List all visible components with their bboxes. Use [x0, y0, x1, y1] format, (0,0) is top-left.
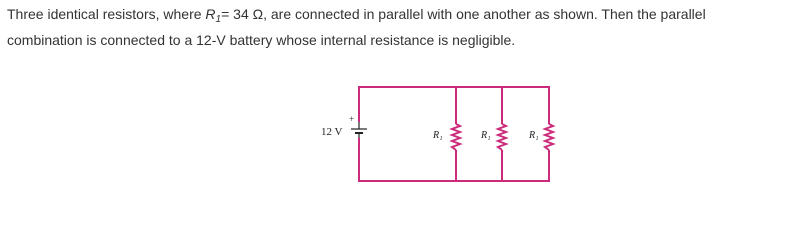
bottom-wire: [359, 138, 549, 181]
battery-voltage-label: 12 V: [321, 126, 343, 138]
resistor-symbol: R: [205, 6, 216, 22]
resistor-zigzag-3: [545, 124, 553, 150]
top-wire: [359, 87, 549, 124]
resistor-label-2: R₁: [481, 130, 491, 141]
problem-text-part1: Three identical resistors, where: [7, 6, 206, 22]
problem-text-part2: = 34 Ω, are connected in parallel with one another as shown. Then the parallel: [221, 6, 706, 22]
resistor-label-1: R₁: [433, 130, 443, 141]
circuit-wires: [359, 87, 553, 181]
battery-symbol: [351, 122, 367, 138]
resistor-zigzag-2: [498, 124, 506, 150]
resistor-zigzag-1: [452, 124, 460, 150]
resistor-subscript: 1: [215, 14, 222, 25]
problem-text-line2: combination is connected to a 12-V battery whose internal resistance is negligible.: [7, 32, 516, 48]
resistor-label-3: R₁: [529, 130, 539, 141]
battery-polarity-label: +: [349, 114, 355, 124]
